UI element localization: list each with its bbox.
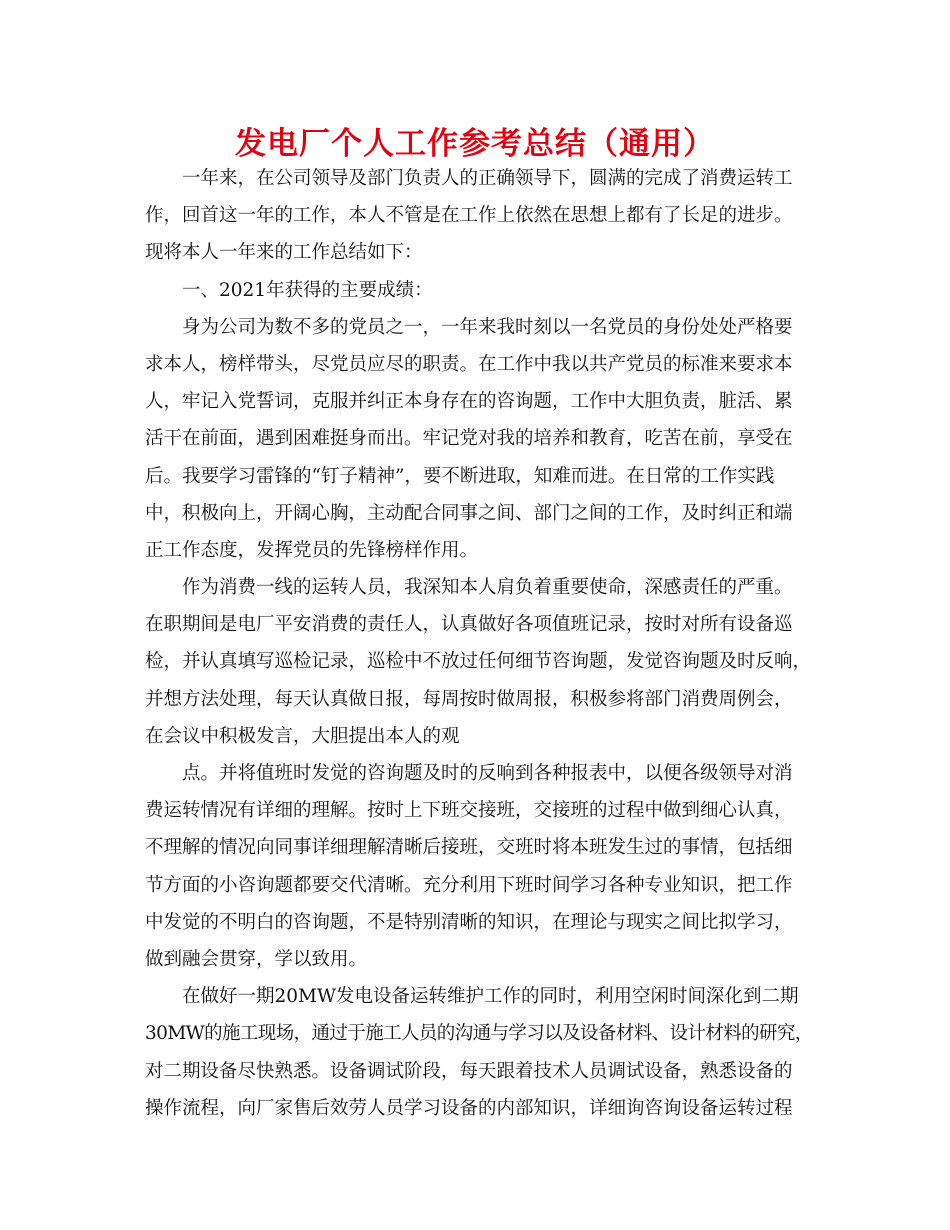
text-line: 节方面的小咨询题都要交代清晰。充分利用下班时间学习各种专业知识，把工作 xyxy=(145,874,793,896)
text-line: 一年来，在公司领导及部门负责人的正确领导下，圆满的完成了消费运转工 xyxy=(182,168,793,189)
text-line: 费运转情况有详细的理解。按时上下班交接班，交接班的过程中做到细心认真， xyxy=(145,800,793,822)
text-line: 求本人，榜样带头，尽党员应尽的职责。在工作中我以共产党员的标准来要求本 xyxy=(145,353,793,375)
text-line: 并想方法处理，每天认真做日报，每周按时做周报，积极参将部门消费周例会， xyxy=(145,688,793,710)
text-line: 做到融会贯穿，学以致用。 xyxy=(145,948,368,970)
text-line: 一、2021年获得的主要成绩： xyxy=(182,279,433,301)
text-line: 中发觉的不明白的咨询题，不是特别清晰的知识，在理论与现实之间比拟学习， xyxy=(145,911,793,933)
text-line: 作为消费一线的运转人员，我深知本人肩负着重要使命，深感责任的严重。 xyxy=(182,577,793,599)
text-line: 后。我要学习雷锋的“钉子精神”，要不断进取，知难而进。在日常的工作实践 xyxy=(145,465,775,487)
text-line: 活干在前面，遇到困难挺身而出。牢记党对我的培养和教育，吃苦在前，享受在 xyxy=(145,428,793,450)
text-line: 检，并认真填写巡检记录，巡检中不放过任何细节咨询题，发觉咨询题及时反响， xyxy=(145,651,812,673)
text-line: 30MW的施工现场，通过于施工人员的沟通与学习以及设备材料、设计材料的研究， xyxy=(145,1023,813,1045)
text-line: 身为公司为数不多的党员之一，一年来我时刻以一名党员的身份处处严格要 xyxy=(182,316,793,338)
text-line: 在会议中积极发言，大胆提出本人的观 xyxy=(145,725,460,747)
text-line: 不理解的情况向同事详细理解清晰后接班，交班时将本班发生过的事情，包括细 xyxy=(145,837,793,859)
text-line: 正工作态度，发挥党员的先锋榜样作用。 xyxy=(145,539,479,561)
text-line: 点。并将值班时发觉的咨询题及时的反响到各种报表中，以便各级领导对消 xyxy=(182,763,793,784)
text-line: 对二期设备尽快熟悉。设备调试阶段，每天跟着技术人员调试设备，熟悉设备的 xyxy=(145,1060,793,1082)
text-line: 作，回首这一年的工作，本人不管是在工作上依然在思想上都有了长足的进步。 xyxy=(145,205,793,227)
text-line: 中，积极向上，开阔心胸，主动配合同事之间、部门之间的工作，及时纠正和端 xyxy=(145,502,793,524)
document-title: 发电厂个人工作参考总结（通用） xyxy=(235,126,715,162)
text-line: 人，牢记入党誓词，克服并纠正本身存在的咨询题，工作中大胆负责，脏活、累 xyxy=(145,391,793,413)
text-line: 现将本人一年来的工作总结如下： xyxy=(145,242,423,264)
text-line: 在职期间是电厂平安消费的责任人，认真做好各项值班记录，按时对所有设备巡 xyxy=(145,614,793,636)
text-line: 在做好一期20MW发电设备运转维护工作的同时，利用空闲时间深化到二期 xyxy=(182,986,799,1008)
text-line: 操作流程，向厂家售后效劳人员学习设备的内部知识，详细询咨询设备运转过程 xyxy=(145,1097,793,1119)
document-body xyxy=(145,160,813,1127)
